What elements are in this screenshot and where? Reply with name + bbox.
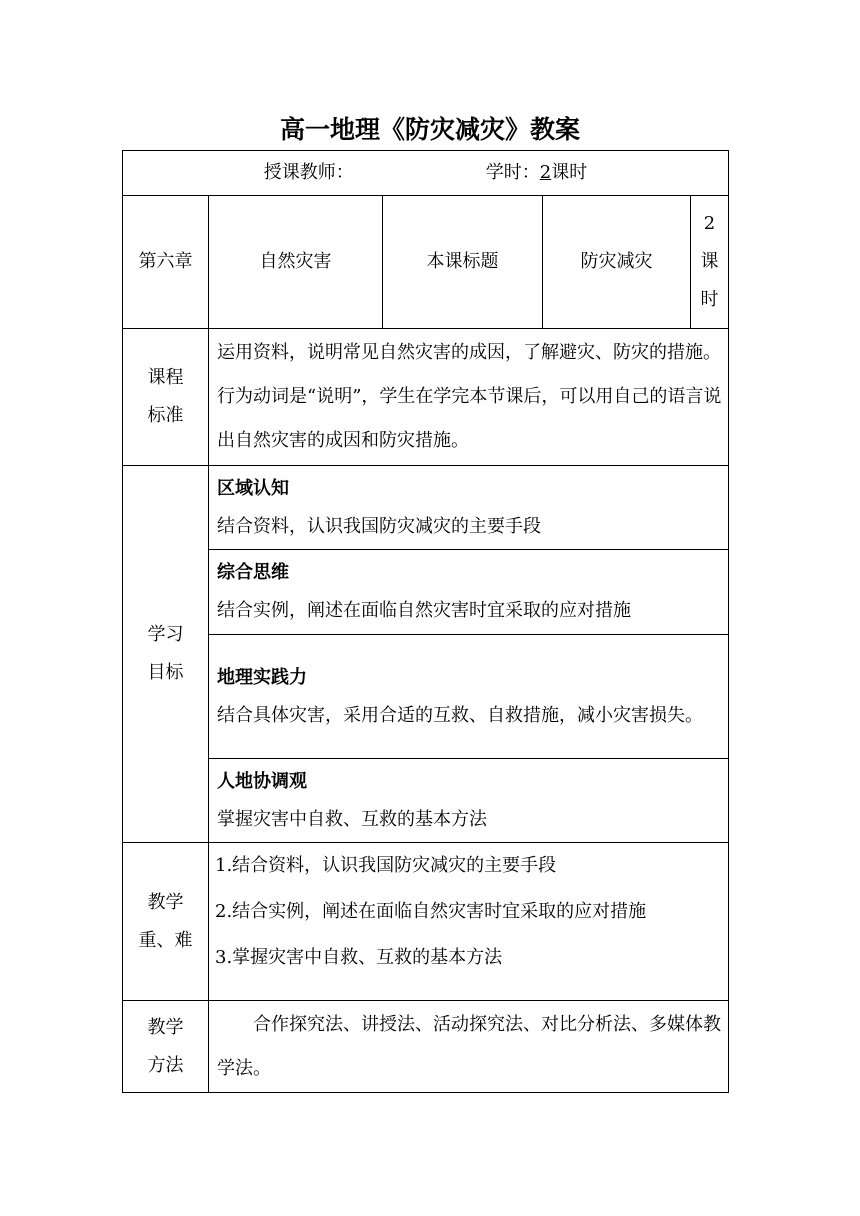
topic-cell: 防灾减灾 — [543, 196, 691, 329]
period-unit: 课时 — [551, 162, 588, 183]
methods-text: 合作探究法、讲授法、活动探究法、对比分析法、多媒体教学法。 — [209, 1001, 729, 1093]
header-row — [123, 151, 729, 196]
objective-cell — [209, 635, 729, 759]
hours-line: 课 — [700, 251, 719, 272]
key-points-row — [123, 843, 729, 1001]
standard-text: 运用资料，说明常见自然灾害的成因，了解避灾、防灾的措施。行为动词是“说明”，学生在学完本节课后，可以用自己的语言说出自然灾害的成因和防灾措施。 — [209, 329, 729, 466]
objective-cell — [209, 550, 729, 635]
period-value: 2 — [539, 162, 552, 183]
hours-cell — [691, 196, 729, 329]
list-item: 3.掌握灾害中自救、互救的基本方法 — [215, 947, 503, 968]
key-points-list — [209, 843, 729, 1001]
key-points-label — [123, 843, 209, 1001]
objectives-label — [123, 466, 209, 843]
header-cell — [123, 151, 729, 196]
objective-text: 结合具体灾害，采用合适的互救、自救措施，减小灾害损失。 — [217, 704, 703, 726]
chapter-row — [123, 196, 729, 329]
label-line: 教学 — [147, 891, 184, 913]
objective-text: 掌握灾害中自救、互救的基本方法 — [217, 808, 487, 830]
label-line: 重、难 — [138, 929, 193, 951]
lesson-plan-table — [122, 150, 729, 1093]
list-item: 1.结合资料，认识我国防灾减灾的主要手段 — [215, 855, 557, 876]
label-line: 方法 — [147, 1054, 184, 1076]
standard-row — [123, 329, 729, 466]
objective-text: 结合实例，阐述在面临自然灾害时宜采取的应对措施 — [217, 600, 631, 621]
label-line: 课程 — [147, 367, 184, 388]
list-item: 2.结合实例，阐述在面临自然灾害时宜采取的应对措施 — [215, 901, 647, 922]
period-label: 学时： — [485, 162, 540, 183]
objective-row — [123, 466, 729, 550]
label-line: 学习 — [147, 624, 184, 645]
objective-cell — [209, 759, 729, 843]
objective-cell — [209, 466, 729, 550]
objective-text: 结合资料，认识我国防灾减灾的主要手段 — [217, 515, 541, 537]
chapter-cell: 第六章 — [123, 196, 209, 329]
objective-title: 地理实践力 — [217, 666, 307, 688]
objective-title: 人地协调观 — [217, 770, 307, 792]
methods-row — [123, 1001, 729, 1093]
objective-title: 综合思维 — [217, 562, 289, 583]
label-line: 教学 — [147, 1016, 184, 1038]
page-title: 高一地理《防灾减灾》教案 — [279, 115, 580, 144]
objective-row — [123, 759, 729, 843]
standard-label — [123, 329, 209, 466]
label-line: 标准 — [147, 405, 184, 426]
objective-row — [123, 635, 729, 759]
chapter-name-cell: 自然灾害 — [209, 196, 383, 329]
objective-row — [123, 550, 729, 635]
label-line: 目标 — [147, 662, 184, 683]
methods-label — [123, 1001, 209, 1093]
hours-line: 2 — [703, 213, 716, 234]
teacher-label: 授课教师： — [263, 162, 354, 183]
hours-line: 时 — [700, 289, 719, 310]
objective-title: 区域认知 — [217, 477, 289, 499]
topic-label-cell: 本课标题 — [383, 196, 543, 329]
